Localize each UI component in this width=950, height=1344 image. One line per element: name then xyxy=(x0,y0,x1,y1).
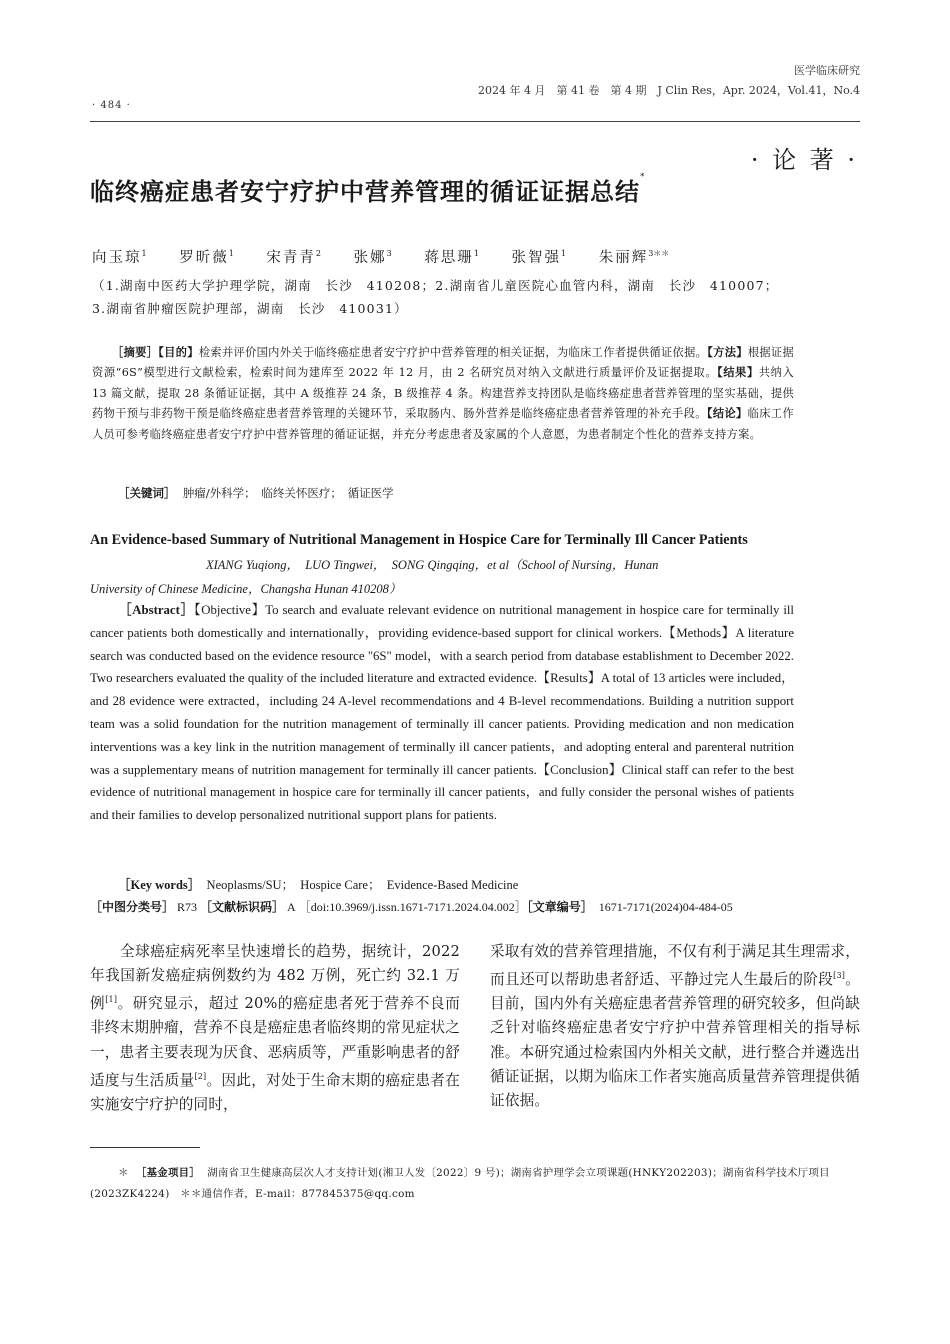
abstract-cn: ［摘要］【目的】检索并评价国内外关于临终癌症患者安宁疗护中营养管理的相关证据，为临床工作者提供循证依据。【方法】根据证据资源“6S”模型进行文献检索，检索时间为建库至 2022 年 12 月，由 2 名研究员对纳入文献进行质量评价及证据提取。【结果】共纳入 13 篇文献，提取 28 条循证证据，其中 A 级推荐 24 条，B 级推荐 4 条。构建营养支持团队是临终癌症患者营养管理的坚实基础，提供药物干预与非药物干预是临终癌症患者营养管理的关键环节，采取肠内、肠外营养是临终癌症患者营养管理的补充手段。【结论】临床工作人员可参考临终癌症患者安宁疗护中营养管理的循证证据，并充分考虑患者及家属的个人意愿，为患者制定个性化的营养支持方案。 xyxy=(92,346,795,441)
page-number: · 484 · xyxy=(92,100,131,111)
body-column-right: 采取有效的营养管理措施，不仅有利于满足其生理需求，而且还可以帮助患者舒适、平静过完人生最后的阶段[3]。目前，国内外有关癌症患者营养管理的研究较多，但尚缺乏针对临终癌症患者安宁疗护中营养管理相关的指导标准。本研究通过检索国内外相关文献，进行整合并遴选出循证证据，以期为临床工作者实施高质量营养管理提供循证依据。 xyxy=(490,943,860,1110)
author: 朱丽辉$^{3**}$ xyxy=(598,249,670,266)
author-list xyxy=(92,246,695,267)
author: 张娜$^3$ xyxy=(353,249,392,266)
english-authors: XIANG Yuqiong， LUO Tingwei， SONG Qingqing，et al（School of Nursing，Hunan xyxy=(206,558,659,572)
body-column-left: 全球癌症病死率呈快速增长的趋势，据统计，2022 年我国新发癌症病例数约为 482 万例，死亡约 32.1 万例[1]。研究显示，超过 20%的癌症患者死于营养不良而非终末期肿瘤，营养不良是癌症患者临终期的常见症状之一，患者主要表现为厌食、恶病质等，严重影响患者的舒适度与生活质量[2]。因此，对处于生命末期的癌症患者在实施安宁疗护的同时， xyxy=(90,943,460,1113)
journal-name: 医学临床研究 xyxy=(794,64,860,77)
keywords-cn: ［关键词］ 肿瘤/外科学； 临终关怀医疗； 循证医学 xyxy=(118,486,394,500)
author: 张智强$^1$ xyxy=(511,249,567,266)
title-footnote-mark: * xyxy=(640,172,646,182)
abstract-en: ［Abstract］【Objective】To search and evaluate relevant evidence on nutritional management in hospice care for terminally ill cancer patients both domestically and internationally，providing evidence-based support for clinical workers.【Methods】A literature search was conducted based on the evidence resource "6S" model，with a search period from database establishment to December 2022. Two researchers evaluated the quality of the included literature and extracted evidence.【Results】A total of 13 articles were included，and 28 evidence were extracted，including 24 A-level recommendations and 4 B-level recommendations. Building a nutrition support team was a solid foundation for the nutrition management of terminally ill cancer patients. Providing medication and non medication interventions was a key link in the nutrition management of terminally ill cancer patients，and adopting enteral and parenteral nutrition was a supplementary means of nutrition management for terminally ill cancer patients.【Conclusion】Clinical staff can refer to the best evidence of nutritional management in hospice care for terminally ill cancer patients，and fully consider the personal wishes of patients and their families to develop personalized nutritional support plans for patients. xyxy=(90,603,794,823)
author: 蒋思珊$^1$ xyxy=(424,249,479,266)
english-institution: University of Chinese Medicine，Changsha Hunan 410208） xyxy=(90,582,402,596)
keywords-label: ［关键词］ xyxy=(118,486,176,500)
citation[interactable]: [2] xyxy=(194,1071,207,1081)
section-label: · 论 著 · xyxy=(750,146,858,174)
footnote: ＊ ［基金项目］ 湖南省卫生健康高层次人才支持计划(湘卫人发〔2022〕9 号)；湖南省护理学会立项课题(HNKY202203)；湖南省科学技术厅项目(2023ZK4224) ＊＊通信作者，E-mail：877845375@qq.com xyxy=(90,1167,830,1200)
citation[interactable]: [3] xyxy=(833,971,846,981)
affiliation-line: 3.湖南省肿瘤医院护理部，湖南 长沙 410031） xyxy=(92,301,408,316)
footnote-rule xyxy=(90,1147,200,1148)
author: 向玉琼$^1$ xyxy=(92,249,147,266)
issue-line: 2024 年 4 月 第 41 卷 第 4 期 J Clin Res，Apr. 2024，Vol.41，No.4 xyxy=(478,84,860,97)
abstract-label: ［摘要］ xyxy=(112,346,159,359)
author: 宋青青$^2$ xyxy=(266,249,321,266)
title-text: 临终癌症患者安宁疗护中营养管理的循证证据总结 xyxy=(90,178,640,206)
abstract-en-label: ［Abstract］ xyxy=(118,603,195,617)
keywords-en: ［Key words］ Neoplasms/SU； Hospice Care； Evidence-Based Medicine xyxy=(118,878,519,892)
affiliation-line: （1.湖南中医药大学护理学院，湖南 长沙 410208；2.湖南省儿童医院心血管内科，湖南 长沙 410007； xyxy=(92,278,779,293)
author: 罗昕薇$^1$ xyxy=(179,249,234,266)
article-title xyxy=(90,172,646,207)
header-rule xyxy=(90,121,860,122)
english-title: An Evidence-based Summary of Nutritional Management in Hospice Care for Terminally Ill Cancer Patients xyxy=(90,532,748,548)
classification-line: ［中图分类号］ R73 ［文献标识码］ A ［doi:10.3969/j.issn.1671-7171.2024.04.002］［文章编号］ 1671-7171(2024)04-484-05 xyxy=(90,900,733,914)
citation[interactable]: [1] xyxy=(105,995,118,1005)
